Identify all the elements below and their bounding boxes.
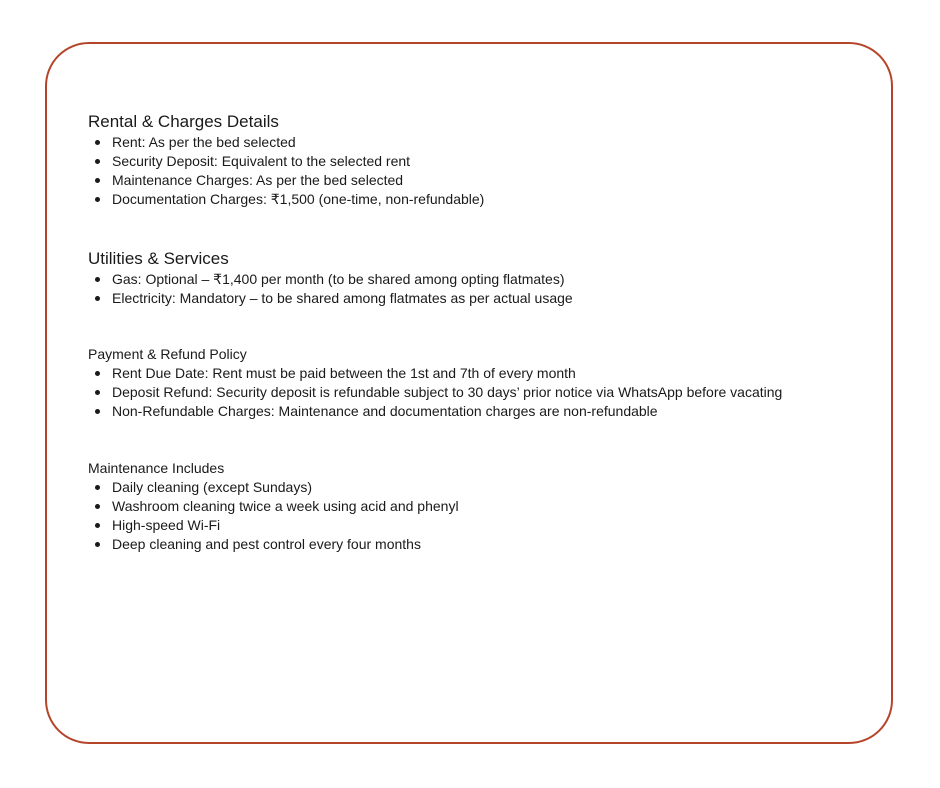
bullet-icon (95, 197, 100, 202)
bullet-icon (95, 485, 100, 490)
list-item-text: Gas: Optional – ₹1,400 per month (to be shared among opting flatmates) (112, 271, 565, 287)
list-item-text: Documentation Charges: ₹1,500 (one-time, non-refundable) (112, 191, 485, 207)
list-item-text: Deep cleaning and pest control every four months (112, 536, 421, 552)
list-item (88, 497, 888, 516)
bullet-icon (95, 542, 100, 547)
bullet-icon (95, 296, 100, 301)
list-item (88, 535, 888, 554)
bullet-icon (95, 159, 100, 164)
list-item (88, 190, 888, 209)
list-item-text: Daily cleaning (except Sundays) (112, 479, 312, 495)
list-item (88, 270, 888, 289)
list-item (88, 478, 888, 497)
list-item-text: High-speed Wi-Fi (112, 517, 221, 533)
bullet-icon (95, 504, 100, 509)
list-item (88, 152, 888, 171)
section-payment-refund (88, 345, 888, 421)
list-item (88, 171, 888, 190)
payment-refund-list (88, 364, 888, 421)
section-utilities-services (88, 248, 888, 308)
list-item (88, 289, 888, 308)
bullet-icon (95, 390, 100, 395)
list-item (88, 402, 888, 421)
bullet-icon (95, 409, 100, 414)
list-item-text: Electricity: Mandatory – to be shared among flatmates as per actual usage (112, 290, 573, 306)
section-rental-charges (88, 111, 888, 209)
list-item-text: Security Deposit: Equivalent to the selected rent (112, 153, 411, 169)
bullet-icon (95, 371, 100, 376)
bullet-icon (95, 277, 100, 282)
list-item (88, 133, 888, 152)
list-item (88, 383, 888, 402)
section-heading: Rental & Charges Details (88, 112, 279, 131)
section-heading: Payment & Refund Policy (88, 346, 247, 362)
section-heading: Maintenance Includes (88, 460, 225, 476)
list-item (88, 364, 888, 383)
section-heading: Utilities & Services (88, 249, 229, 268)
list-item (88, 516, 888, 535)
section-maintenance-includes (88, 459, 888, 554)
list-item-text: Rent: As per the bed selected (112, 134, 296, 150)
bullet-icon (95, 523, 100, 528)
rental-charges-list (88, 133, 888, 209)
list-item-text: Deposit Refund: Security deposit is refundable subject to 30 days’ prior notice via WhatsApp before vacating (112, 384, 783, 400)
utilities-services-list (88, 270, 888, 308)
list-item-text: Rent Due Date: Rent must be paid between the 1st and 7th of every month (112, 365, 576, 381)
list-item-text: Maintenance Charges: As per the bed selected (112, 172, 404, 188)
bullet-icon (95, 178, 100, 183)
list-item-text: Washroom cleaning twice a week using acid and phenyl (112, 498, 459, 514)
list-item-text: Non-Refundable Charges: Maintenance and documentation charges are non-refundable (112, 403, 658, 419)
bullet-icon (95, 140, 100, 145)
maintenance-includes-list (88, 478, 888, 554)
